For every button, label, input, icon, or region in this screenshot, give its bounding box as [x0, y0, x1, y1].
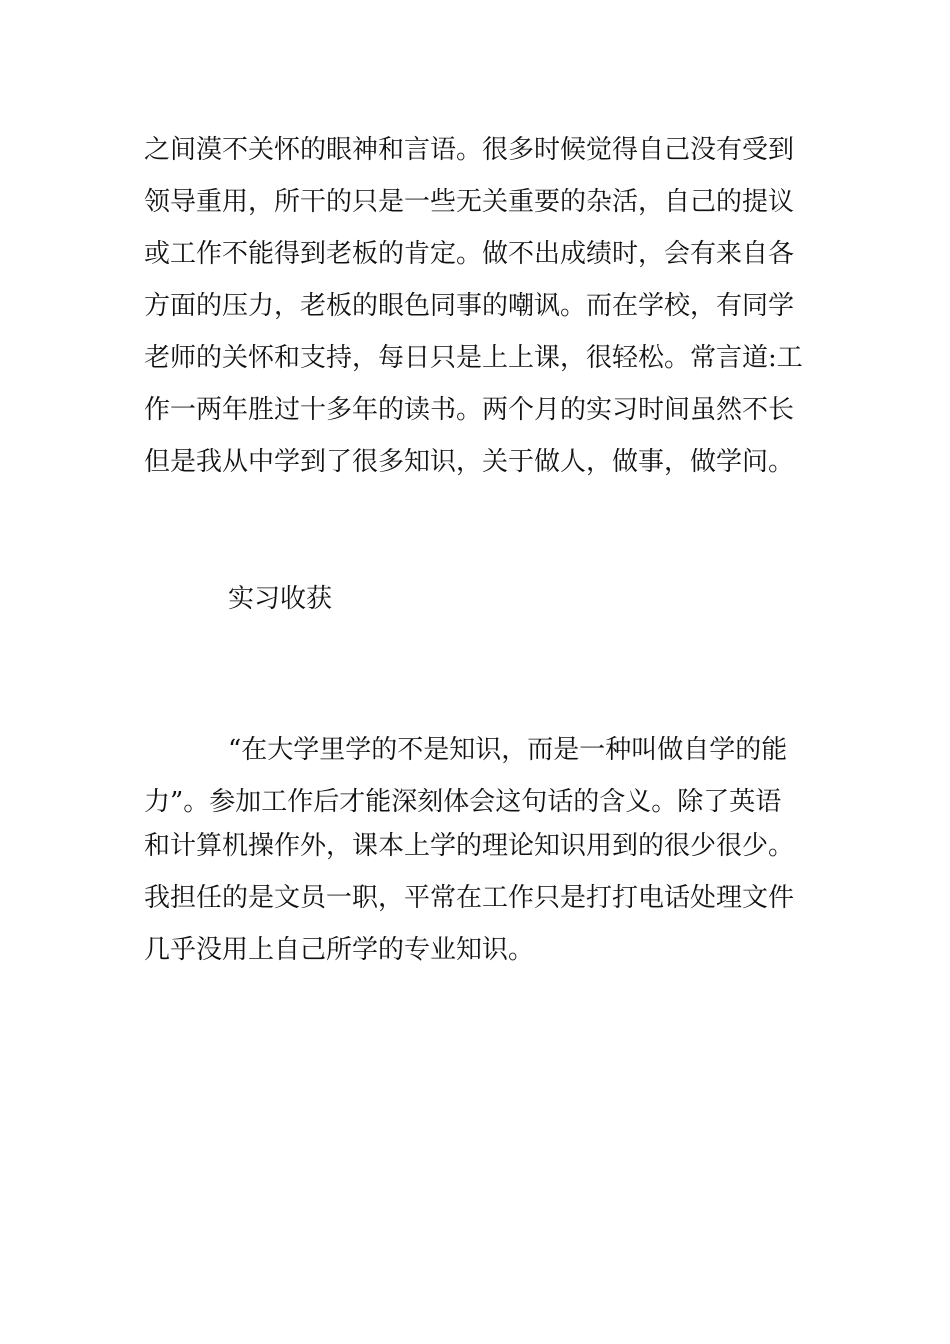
paragraph-line: 作一两年胜过十多年的读书。两个月的实习时间虽然不长: [144, 395, 795, 425]
paragraph-line: 力”。参加工作后才能深刻体会这句话的含义。除了英语: [144, 787, 782, 817]
paragraph-line: 我担任的是文员一职，平常在工作只是打打电话处理文件: [144, 883, 795, 913]
paragraph-line: “在大学里学的不是知识，而是一种叫做自学的能: [228, 735, 788, 765]
paragraph-line: 或工作不能得到老板的肯定。做不出成绩时，会有来自各: [144, 239, 795, 269]
section-heading: 实习收获: [228, 584, 333, 614]
paragraph-line: 方面的压力，老板的眼色同事的嘲讽。而在学校，有同学: [144, 291, 795, 321]
paragraph-line: 老师的关怀和支持，每日只是上上课，很轻松。常言道:工: [144, 343, 803, 373]
paragraph-line: 领导重用，所干的只是一些无关重要的杂活，自己的提议: [144, 187, 795, 217]
paragraph-line: 和计算机操作外，课本上学的理论知识用到的很少很少。: [144, 831, 795, 861]
paragraph-line: 几乎没用上自己所学的专业知识。: [144, 935, 535, 965]
paragraph-line: 之间漠不关怀的眼神和言语。很多时候觉得自己没有受到: [144, 135, 795, 165]
paragraph-line: 但是我从中学到了很多知识，关于做人，做事，做学问。: [144, 447, 795, 477]
